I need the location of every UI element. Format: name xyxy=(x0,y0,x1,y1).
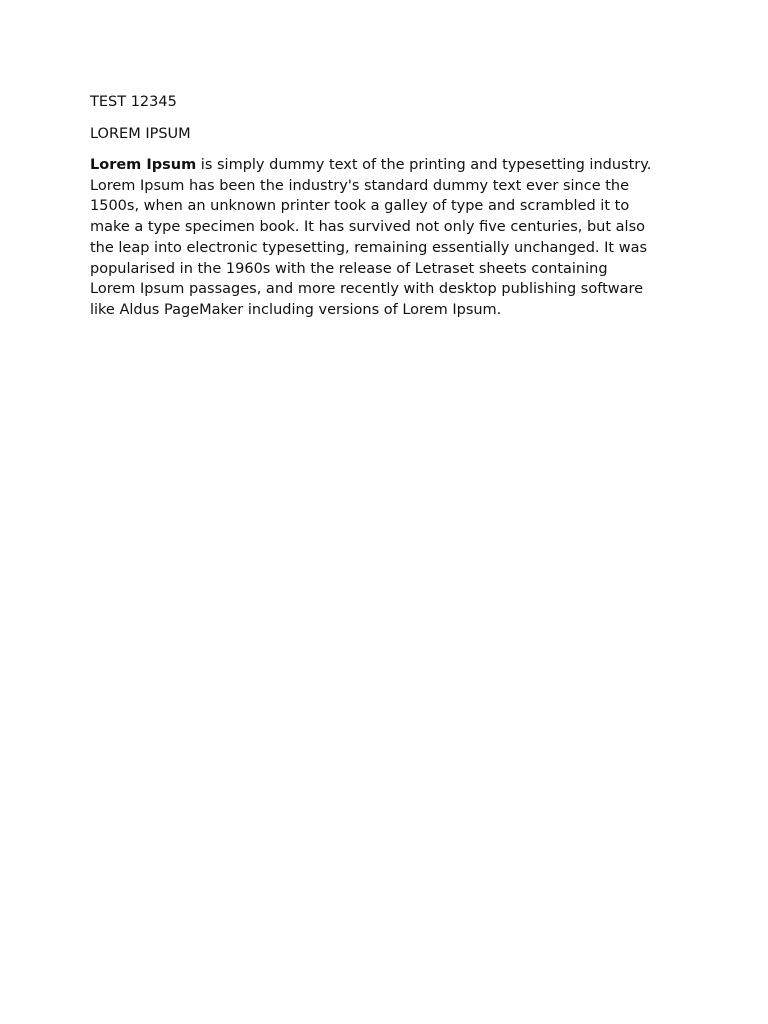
paragraph-line: Lorem Ipsum has been the industry's standard dummy text ever since the xyxy=(90,177,630,194)
paragraph-line: Lorem Ipsum passages, and more recently with desktop publishing software xyxy=(90,281,644,298)
paragraph-line: popularised in the 1960s with the release of Letraset sheets containing xyxy=(90,260,608,277)
document-heading-lorem-ipsum: LOREM IPSUM xyxy=(90,126,191,142)
paragraph-line: 1500s, when an unknown printer took a galley of type and scrambled it to xyxy=(90,198,630,215)
paragraph-line: make a type specimen book. It has survived not only five centuries, but also xyxy=(90,219,645,236)
body-paragraph xyxy=(90,155,680,321)
document-page xyxy=(90,92,680,321)
document-heading-test: TEST 12345 xyxy=(90,94,177,110)
paragraph-line-1-rest: is simply dummy text of the printing and typesetting industry. xyxy=(196,157,652,173)
paragraph-line: the leap into electronic typesetting, remaining essentially unchanged. It was xyxy=(90,239,648,256)
paragraph-line-1 xyxy=(90,155,680,176)
paragraph-line: like Aldus PageMaker including versions of Lorem Ipsum. xyxy=(90,301,502,318)
bold-lead-text: Lorem Ipsum xyxy=(90,157,197,173)
